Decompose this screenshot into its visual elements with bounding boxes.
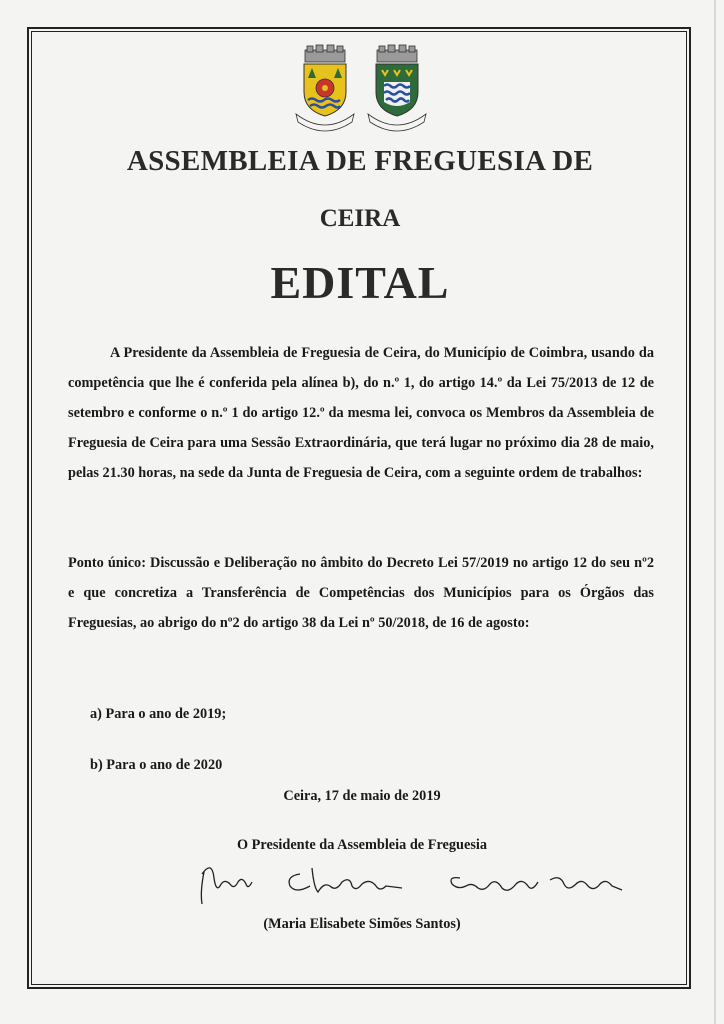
agenda-item: a) Para o ano de 2019; bbox=[90, 706, 227, 722]
ceira-crest-icon bbox=[364, 44, 430, 132]
handwritten-signature bbox=[190, 852, 630, 910]
place-and-date: Ceira, 17 de maio de 2019 bbox=[283, 788, 441, 804]
assembly-title: ASSEMBLEIA DE FREGUESIA DE bbox=[126, 145, 594, 177]
convocation-paragraph: A Presidente da Assembleia de Freguesia de Ceira, do Município de Coimbra, usando da competência que lhe é conferida pela alínea b), do n.º 1, do artigo 14.º da Lei 75/2013 de 12 de setembro e conforme o n.º 1 do artigo 12.º da mesma lei, convoca os Membros da Assembleia de Freguesia de Ceira para uma Sessão Extraordinária, que terá lugar no próximo dia 28 de maio, pelas 21.30 horas, na sede da Junta de Freguesia de Ceira, com a seguinte ordem de trabalhos: bbox=[68, 345, 654, 481]
document-heading: EDITAL bbox=[270, 257, 450, 308]
agenda-item: b) Para o ano de 2020 bbox=[90, 757, 223, 773]
signatory-title: O Presidente da Assembleia de Freguesia bbox=[236, 837, 488, 853]
agenda-paragraph: Ponto único: Discussão e Deliberação no âmbito do Decreto Lei 57/2019 no artigo 12 do seu nº2 e que concretiza a Transferência de Competências dos Municípios para os Órgãos das Freguesias, ao abrigo do nº2 do artigo 38 da Lei nº 50/2018, de 16 de agosto: bbox=[68, 555, 654, 631]
parish-name: CEIRA bbox=[319, 205, 401, 232]
signatory-name: (Maria Elisabete Simões Santos) bbox=[263, 916, 461, 932]
page-edge bbox=[714, 0, 716, 1024]
vila-de-ceira-crest-icon bbox=[292, 44, 358, 132]
coats-of-arms bbox=[290, 44, 435, 132]
